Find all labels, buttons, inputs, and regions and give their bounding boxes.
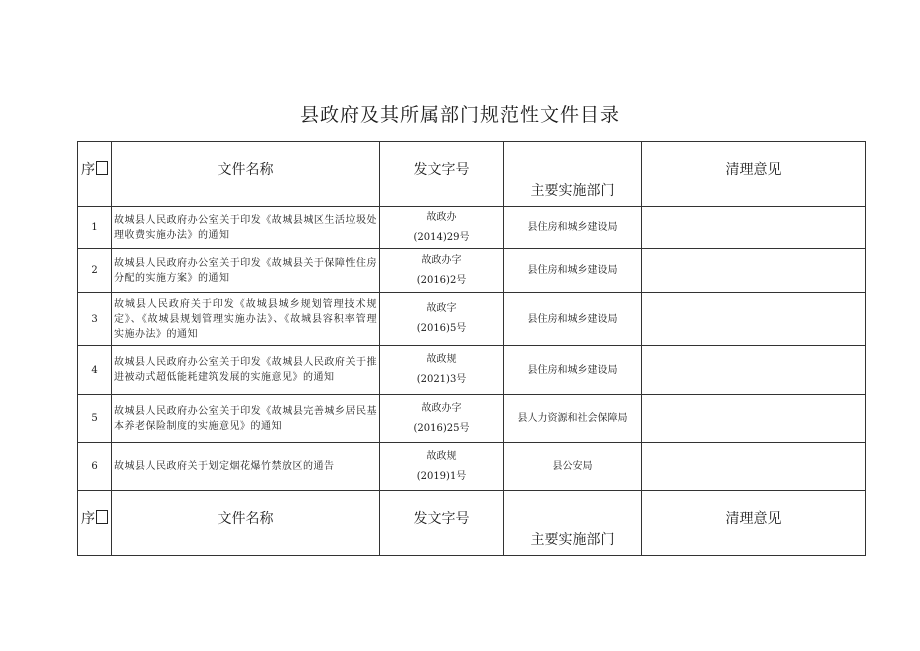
row-note — [642, 443, 866, 491]
missing-glyph-box — [96, 510, 108, 524]
table-row — [78, 443, 866, 491]
row-note — [642, 395, 866, 443]
header-dept: 主要实施部门 — [504, 491, 642, 556]
row-code: 故政办 (2014)29号 — [380, 207, 504, 249]
row-no: 6 — [78, 443, 112, 491]
header-no: 序 — [78, 142, 112, 207]
row-no: 5 — [78, 395, 112, 443]
header-note: 清理意见 — [642, 142, 866, 207]
row-name: 故城县人民政府办公室关于印发《故城县城区生活垃圾处理收费实施办法》的通知 — [112, 207, 380, 249]
page-title: 县政府及其所属部门规范性文件目录 — [299, 104, 620, 126]
header-name: 文件名称 — [112, 491, 380, 556]
row-code: 故政规 (2021)3号 — [380, 346, 504, 395]
row-name: 故城县人民政府关于印发《故城县城乡规划管理技术规定》、《故城县规划管理实施办法》、《故城县容积率管理实施办法》的通知 — [112, 293, 380, 346]
table-row — [78, 395, 866, 443]
row-code: 故政字 (2016)5号 — [380, 293, 504, 346]
table-row — [78, 293, 866, 346]
row-dept: 县住房和城乡建设局 — [504, 346, 642, 395]
row-no: 2 — [78, 249, 112, 293]
row-note — [642, 249, 866, 293]
table-row — [78, 346, 866, 395]
row-dept: 县住房和城乡建设局 — [504, 207, 642, 249]
row-dept: 县公安局 — [504, 443, 642, 491]
row-dept: 县住房和城乡建设局 — [504, 249, 642, 293]
document-table — [77, 141, 866, 556]
row-code: 故政办字 (2016)2号 — [380, 249, 504, 293]
row-code: 故政办字 (2016)25号 — [380, 395, 504, 443]
table-row — [78, 207, 866, 249]
header-note: 清理意见 — [642, 491, 866, 556]
row-note — [642, 207, 866, 249]
row-no: 4 — [78, 346, 112, 395]
row-note — [642, 293, 866, 346]
row-dept: 县人力资源和社会保障局 — [504, 395, 642, 443]
missing-glyph-box — [96, 161, 108, 175]
table-header-row — [78, 142, 866, 207]
row-name: 故城县人民政府办公室关于印发《故城县关于保障性住房分配的实施方案》的通知 — [112, 249, 380, 293]
row-dept: 县住房和城乡建设局 — [504, 293, 642, 346]
header-code: 发文字号 — [380, 491, 504, 556]
row-no: 1 — [78, 207, 112, 249]
row-name: 故城县人民政府办公室关于印发《故城县完善城乡居民基本养老保险制度的实施意见》的通知 — [112, 395, 380, 443]
row-code: 故政规 (2019)1号 — [380, 443, 504, 491]
row-note — [642, 346, 866, 395]
header-code: 发文字号 — [380, 142, 504, 207]
table-footer-header-row — [78, 491, 866, 556]
row-name: 故城县人民政府关于划定烟花爆竹禁放区的通告 — [112, 443, 380, 491]
row-no: 3 — [78, 293, 112, 346]
header-name: 文件名称 — [112, 142, 380, 207]
header-no: 序 — [78, 491, 112, 556]
row-name: 故城县人民政府办公室关于印发《故城县人民政府关于推进被动式超低能耗建筑发展的实施意见》的通知 — [112, 346, 380, 395]
header-dept: 主要实施部门 — [504, 142, 642, 207]
table-row — [78, 249, 866, 293]
